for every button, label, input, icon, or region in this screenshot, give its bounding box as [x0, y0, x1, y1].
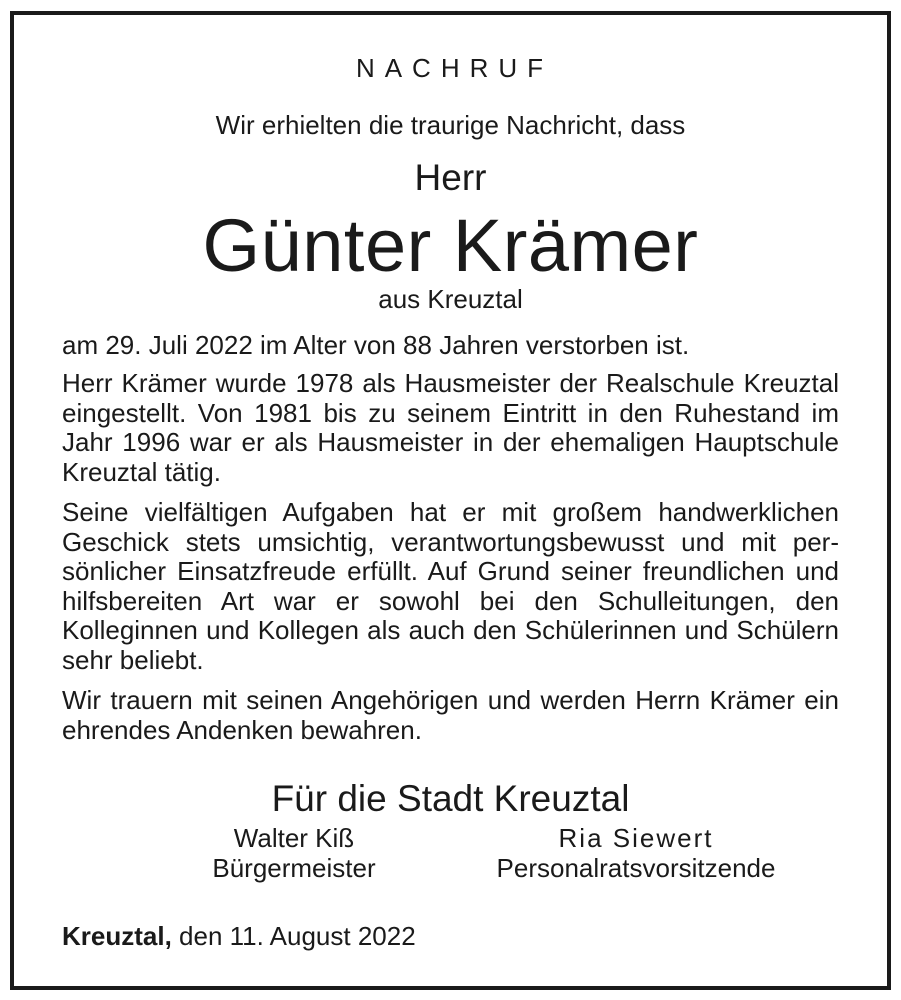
date: den 11. August 2022	[179, 921, 416, 951]
signatory-name: Walter Kiß	[233, 823, 355, 853]
signature-title: Für die Stadt Kreuztal	[271, 778, 630, 819]
origin-line: aus Kreuztal	[378, 284, 523, 314]
intro-line: Wir erhielten die traurige Nachricht, dass	[215, 110, 686, 140]
paragraph-mourning: Wir trauern mit seinen Angehörigen und werden Herrn Krämer ein ehrendes Andenken bewahren.	[62, 685, 839, 745]
deceased-name: Günter Krämer	[202, 204, 699, 287]
signatory-staff-council	[456, 823, 816, 883]
paragraph-career: Herr Krämer wurde 1978 als Hausmeister der Realschule Kreuztal eingestellt. Von 1981 bis zu seinem Eintritt in den Ruhestand im Jahr 1996 war er als Hausmeister in der ehemaligen Hauptschule Kreuztal tätig.	[62, 368, 839, 487]
notice-heading: NACHRUF	[355, 53, 554, 83]
signatory-mayor	[114, 823, 474, 883]
place-date-line	[62, 921, 416, 952]
obituary-notice	[10, 11, 891, 990]
signatory-name: Ria Siewert	[558, 823, 714, 853]
paragraph-tribute: Seine vielfältigen Aufgaben hat er mit großem handwerklichen Geschick stets umsichtig, verantwortungsbewusst und mit persönlicher Einsatzfreude erfüllt. Auf Grund seiner freundlichen und hilfsbereiten Art war er sowohl bei den Schulleitungen, den Kolleginnen und Kollegen als auch den Schülerinnen und Schülern sehr beliebt.	[62, 497, 839, 675]
signatory-role: Personalratsvorsitzende	[496, 853, 776, 883]
death-line: am 29. Juli 2022 im Alter von 88 Jahren verstorben ist.	[62, 330, 690, 360]
signatory-role: Bürgermeister	[212, 853, 376, 883]
honorific: Herr	[414, 157, 487, 198]
place: Kreuztal,	[62, 921, 172, 951]
